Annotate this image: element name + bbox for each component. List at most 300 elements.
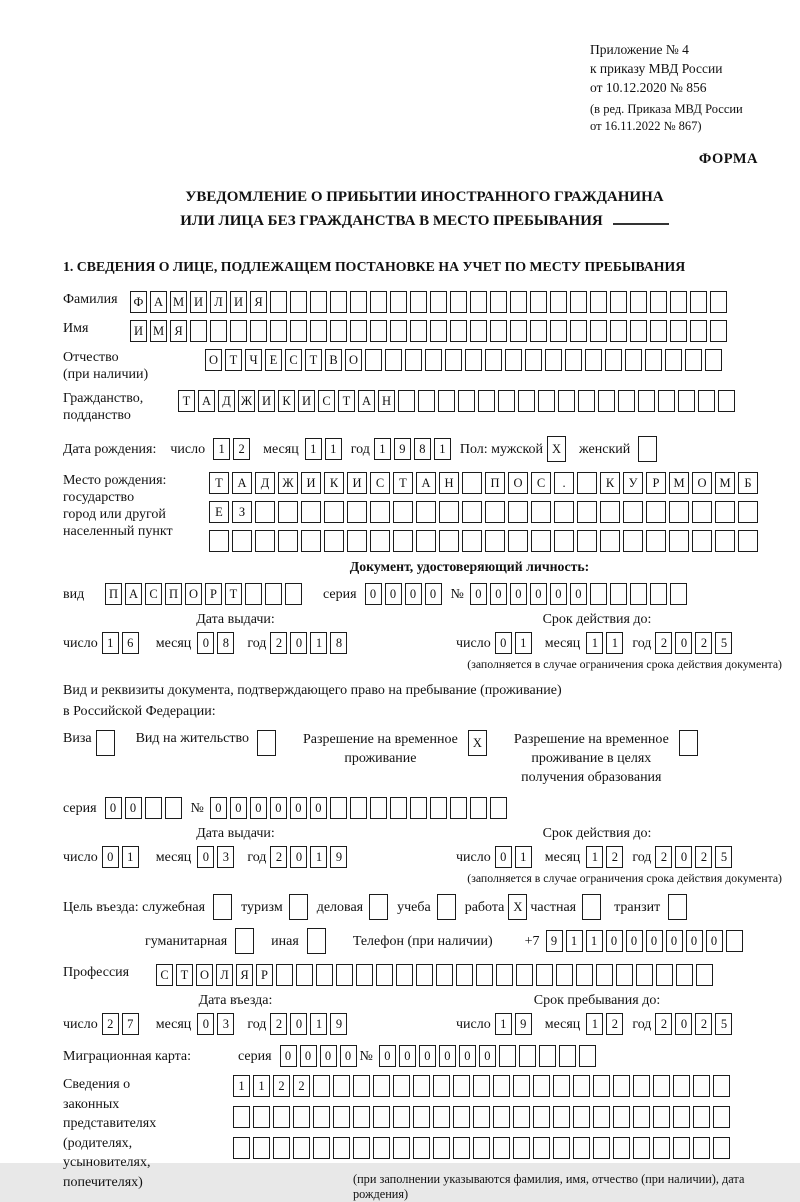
form-cell[interactable]: 0 [399,1045,416,1067]
form-cell[interactable]: Ж [278,472,298,494]
form-cell[interactable]: М [150,320,167,342]
form-cell[interactable]: 0 [495,846,512,868]
form-cell[interactable] [485,349,502,371]
form-cell[interactable] [336,964,353,986]
form-cell[interactable]: 9 [330,846,347,868]
form-cell[interactable] [330,291,347,313]
residence-number-input[interactable] [210,797,510,819]
form-cell[interactable] [255,501,275,523]
form-cell[interactable] [690,320,707,342]
form-cell[interactable] [450,291,467,313]
form-cell[interactable]: 5 [715,846,732,868]
stay-month-input[interactable] [586,1013,626,1035]
purpose-humanitarian-checkbox[interactable] [235,928,257,954]
form-cell[interactable] [596,964,613,986]
form-cell[interactable] [726,930,743,952]
form-cell[interactable] [490,291,507,313]
form-cell[interactable] [678,390,695,412]
form-cell[interactable]: Т [225,349,242,371]
form-cell[interactable] [673,1075,690,1097]
residence-issue-day-input[interactable] [102,846,142,868]
form-cell[interactable] [393,1137,410,1159]
form-cell[interactable]: 8 [414,438,431,460]
form-cell[interactable] [369,894,388,920]
form-cell[interactable] [718,390,735,412]
form-cell[interactable]: 2 [270,1013,287,1035]
form-cell[interactable] [356,964,373,986]
form-cell[interactable]: 1 [495,1013,512,1035]
birth-month-input[interactable] [305,438,345,460]
form-cell[interactable] [573,1075,590,1097]
form-cell[interactable] [616,964,633,986]
form-cell[interactable] [410,320,427,342]
doc-issue-year-input[interactable] [270,632,350,654]
form-cell[interactable] [245,583,262,605]
form-cell[interactable] [438,390,455,412]
form-cell[interactable] [605,349,622,371]
form-cell[interactable] [450,320,467,342]
form-cell[interactable]: 1 [122,846,139,868]
form-cell[interactable] [579,1045,596,1067]
form-cell[interactable] [550,291,567,313]
form-cell[interactable]: С [285,349,302,371]
form-cell[interactable] [353,1137,370,1159]
form-cell[interactable] [430,797,447,819]
form-cell[interactable]: 0 [626,930,643,952]
form-cell[interactable] [496,964,513,986]
form-cell[interactable] [710,320,727,342]
birth-year-input[interactable] [374,438,454,460]
birth-place-line2-input[interactable] [209,501,761,523]
form-cell[interactable] [623,530,643,552]
form-cell[interactable]: Т [305,349,322,371]
form-cell[interactable]: 1 [310,1013,327,1035]
form-cell[interactable] [554,501,574,523]
form-cell[interactable]: П [485,472,505,494]
form-cell[interactable] [669,501,689,523]
form-cell[interactable] [213,894,232,920]
form-cell[interactable]: Т [176,964,193,986]
form-cell[interactable]: О [345,349,362,371]
form-cell[interactable]: 5 [715,632,732,654]
form-cell[interactable] [593,1075,610,1097]
form-cell[interactable] [713,1137,730,1159]
form-cell[interactable] [473,1137,490,1159]
form-cell[interactable]: С [156,964,173,986]
form-cell[interactable]: 9 [394,438,411,460]
form-cell[interactable]: 6 [122,632,139,654]
form-cell[interactable] [353,1075,370,1097]
form-cell[interactable] [513,1106,530,1128]
form-cell[interactable]: 0 [210,797,227,819]
form-cell[interactable] [96,730,115,756]
form-cell[interactable]: 1 [253,1075,270,1097]
form-cell[interactable] [693,1075,710,1097]
form-cell[interactable] [570,320,587,342]
form-cell[interactable] [405,349,422,371]
form-cell[interactable] [365,349,382,371]
form-cell[interactable]: И [130,320,147,342]
form-cell[interactable] [370,501,390,523]
doc-number-input[interactable] [470,583,690,605]
form-cell[interactable] [270,320,287,342]
form-cell[interactable] [590,291,607,313]
form-cell[interactable] [508,501,528,523]
form-cell[interactable] [715,530,735,552]
form-cell[interactable]: Е [209,501,229,523]
form-cell[interactable]: 1 [606,632,623,654]
form-cell[interactable] [530,291,547,313]
form-cell[interactable] [301,530,321,552]
form-cell[interactable] [525,349,542,371]
form-cell[interactable] [531,530,551,552]
form-cell[interactable] [265,583,282,605]
phone-input[interactable] [546,930,746,952]
residence-valid-year-input[interactable] [655,846,735,868]
form-cell[interactable] [485,530,505,552]
form-cell[interactable] [576,964,593,986]
form-cell[interactable] [370,291,387,313]
form-cell[interactable] [630,291,647,313]
form-cell[interactable] [510,291,527,313]
form-cell[interactable] [293,1106,310,1128]
form-cell[interactable]: 0 [340,1045,357,1067]
form-cell[interactable] [418,390,435,412]
form-cell[interactable] [505,349,522,371]
form-cell[interactable]: П [165,583,182,605]
form-cell[interactable] [347,501,367,523]
form-cell[interactable] [630,583,647,605]
form-cell[interactable] [390,291,407,313]
form-cell[interactable] [577,501,597,523]
form-cell[interactable] [623,501,643,523]
form-cell[interactable] [470,797,487,819]
form-cell[interactable] [465,349,482,371]
purpose-study-checkbox[interactable] [437,894,459,920]
residence-valid-day-input[interactable] [495,846,535,868]
form-cell[interactable] [693,1106,710,1128]
form-cell[interactable]: Е [265,349,282,371]
form-cell[interactable] [633,1137,650,1159]
form-cell[interactable] [590,583,607,605]
form-cell[interactable] [638,390,655,412]
form-cell[interactable] [270,291,287,313]
form-cell[interactable]: Т [393,472,413,494]
form-cell[interactable] [313,1075,330,1097]
form-cell[interactable]: И [298,390,315,412]
form-cell[interactable]: У [623,472,643,494]
form-cell[interactable]: 0 [310,797,327,819]
form-cell[interactable] [533,1137,550,1159]
form-cell[interactable] [673,1137,690,1159]
form-cell[interactable] [416,964,433,986]
form-cell[interactable] [165,797,182,819]
form-cell[interactable] [693,1137,710,1159]
form-cell[interactable] [518,390,535,412]
form-cell[interactable]: 0 [290,846,307,868]
form-cell[interactable] [253,1106,270,1128]
form-cell[interactable] [573,1137,590,1159]
form-cell[interactable] [553,1075,570,1097]
stay-day-input[interactable] [495,1013,535,1035]
form-cell[interactable]: 0 [365,583,382,605]
form-cell[interactable] [255,530,275,552]
form-cell[interactable] [670,320,687,342]
form-cell[interactable] [439,530,459,552]
form-cell[interactable] [633,1106,650,1128]
form-cell[interactable] [450,797,467,819]
form-cell[interactable]: О [185,583,202,605]
form-cell[interactable] [350,320,367,342]
form-cell[interactable] [324,530,344,552]
residence-permit-checkbox[interactable] [257,730,279,756]
form-cell[interactable]: 0 [675,1013,692,1035]
form-cell[interactable] [508,530,528,552]
residence-valid-month-input[interactable] [586,846,626,868]
form-cell[interactable]: 0 [490,583,507,605]
form-cell[interactable]: О [196,964,213,986]
form-cell[interactable] [313,1106,330,1128]
form-cell[interactable] [653,1075,670,1097]
form-cell[interactable] [233,1106,250,1128]
form-cell[interactable] [670,291,687,313]
form-cell[interactable] [490,320,507,342]
temp-residence-checkbox[interactable] [468,730,490,756]
form-cell[interactable] [598,390,615,412]
form-cell[interactable]: 0 [495,632,512,654]
form-cell[interactable]: 1 [515,846,532,868]
form-cell[interactable] [530,320,547,342]
form-cell[interactable] [669,530,689,552]
form-cell[interactable]: 2 [293,1075,310,1097]
form-cell[interactable] [396,964,413,986]
form-cell[interactable]: 0 [550,583,567,605]
form-cell[interactable]: 0 [646,930,663,952]
form-cell[interactable] [625,349,642,371]
form-cell[interactable] [285,583,302,605]
form-cell[interactable] [653,1137,670,1159]
form-cell[interactable]: 0 [102,846,119,868]
form-cell[interactable] [210,320,227,342]
form-cell[interactable] [638,436,657,462]
form-cell[interactable] [519,1045,536,1067]
form-cell[interactable] [290,291,307,313]
form-cell[interactable] [590,320,607,342]
form-cell[interactable] [416,501,436,523]
form-cell[interactable]: Н [378,390,395,412]
form-cell[interactable]: О [508,472,528,494]
patronymic-input[interactable] [205,349,725,371]
guardians-line1-input[interactable] [233,1075,786,1097]
form-cell[interactable]: К [324,472,344,494]
form-cell[interactable] [650,291,667,313]
form-cell[interactable] [413,1106,430,1128]
purpose-business-checkbox[interactable] [369,894,391,920]
form-cell[interactable] [273,1106,290,1128]
form-cell[interactable] [433,1075,450,1097]
form-cell[interactable] [710,291,727,313]
form-cell[interactable]: Р [256,964,273,986]
form-cell[interactable] [433,1137,450,1159]
sex-male-checkbox[interactable] [547,436,569,462]
form-cell[interactable] [453,1106,470,1128]
form-cell[interactable] [425,349,442,371]
form-cell[interactable] [470,291,487,313]
form-cell[interactable] [370,530,390,552]
purpose-tourism-checkbox[interactable] [289,894,311,920]
form-cell[interactable] [618,390,635,412]
form-cell[interactable] [738,501,758,523]
residence-series-input[interactable] [105,797,185,819]
form-cell[interactable] [573,1106,590,1128]
form-cell[interactable] [558,390,575,412]
form-cell[interactable] [253,1137,270,1159]
form-cell[interactable] [390,797,407,819]
form-cell[interactable] [278,501,298,523]
form-cell[interactable] [553,1106,570,1128]
form-cell[interactable]: 1 [374,438,391,460]
form-cell[interactable] [347,530,367,552]
form-cell[interactable]: 0 [419,1045,436,1067]
form-cell[interactable] [233,1137,250,1159]
form-cell[interactable] [313,1137,330,1159]
form-cell[interactable] [190,320,207,342]
form-cell[interactable]: 2 [695,846,712,868]
form-cell[interactable] [565,349,582,371]
form-cell[interactable]: Л [210,291,227,313]
form-cell[interactable]: 0 [479,1045,496,1067]
form-cell[interactable] [613,1106,630,1128]
form-cell[interactable]: 1 [586,1013,603,1035]
doc-kind-input[interactable] [105,583,305,605]
entry-day-input[interactable] [102,1013,142,1035]
form-cell[interactable]: X [468,730,487,756]
form-cell[interactable] [554,530,574,552]
form-cell[interactable]: Т [225,583,242,605]
form-cell[interactable]: 2 [695,1013,712,1035]
birth-day-input[interactable] [213,438,253,460]
form-cell[interactable] [670,583,687,605]
form-cell[interactable]: 0 [290,1013,307,1035]
form-cell[interactable]: 1 [434,438,451,460]
form-cell[interactable] [476,964,493,986]
form-cell[interactable] [430,291,447,313]
form-cell[interactable] [478,390,495,412]
form-cell[interactable]: О [205,349,222,371]
form-cell[interactable]: 0 [666,930,683,952]
form-cell[interactable] [145,797,162,819]
residence-issue-month-input[interactable] [197,846,237,868]
form-cell[interactable]: М [170,291,187,313]
form-cell[interactable] [705,349,722,371]
form-cell[interactable]: А [125,583,142,605]
form-cell[interactable]: И [258,390,275,412]
form-cell[interactable]: 0 [675,846,692,868]
form-cell[interactable] [393,1106,410,1128]
form-cell[interactable] [324,501,344,523]
sex-female-checkbox[interactable] [638,436,660,462]
form-cell[interactable]: 1 [102,632,119,654]
form-cell[interactable] [585,349,602,371]
form-cell[interactable] [250,320,267,342]
form-cell[interactable] [430,320,447,342]
form-cell[interactable]: 1 [586,632,603,654]
form-cell[interactable]: К [600,472,620,494]
residence-issue-year-input[interactable] [270,846,350,868]
form-cell[interactable] [539,1045,556,1067]
form-cell[interactable] [493,1106,510,1128]
form-cell[interactable]: Д [218,390,235,412]
form-cell[interactable] [713,1075,730,1097]
doc-issue-day-input[interactable] [102,632,142,654]
form-cell[interactable] [393,1075,410,1097]
form-cell[interactable] [513,1075,530,1097]
form-cell[interactable]: 0 [270,797,287,819]
form-cell[interactable] [473,1075,490,1097]
form-cell[interactable] [416,530,436,552]
form-cell[interactable]: С [145,583,162,605]
form-cell[interactable]: 2 [273,1075,290,1097]
form-cell[interactable] [462,501,482,523]
form-cell[interactable]: 0 [197,1013,214,1035]
form-cell[interactable]: 0 [706,930,723,952]
form-cell[interactable] [393,501,413,523]
form-cell[interactable] [499,1045,516,1067]
form-cell[interactable]: 1 [566,930,583,952]
guardians-line2-input[interactable] [233,1106,786,1128]
form-cell[interactable] [390,320,407,342]
form-cell[interactable] [373,1075,390,1097]
form-cell[interactable] [373,1137,390,1159]
form-cell[interactable] [582,894,601,920]
form-cell[interactable] [610,320,627,342]
form-cell[interactable] [613,1137,630,1159]
form-cell[interactable] [738,530,758,552]
form-cell[interactable]: А [150,291,167,313]
form-cell[interactable] [290,320,307,342]
form-cell[interactable] [413,1075,430,1097]
form-cell[interactable]: . [554,472,574,494]
form-cell[interactable]: 0 [105,797,122,819]
form-cell[interactable]: 0 [385,583,402,605]
form-cell[interactable]: С [370,472,390,494]
form-cell[interactable]: Н [439,472,459,494]
form-cell[interactable]: А [198,390,215,412]
form-cell[interactable]: 0 [606,930,623,952]
form-cell[interactable]: Р [646,472,666,494]
form-cell[interactable]: А [232,472,252,494]
doc-issue-month-input[interactable] [197,632,237,654]
form-cell[interactable]: 0 [675,632,692,654]
form-cell[interactable] [333,1137,350,1159]
form-cell[interactable]: 0 [290,632,307,654]
form-cell[interactable]: Я [250,291,267,313]
form-cell[interactable]: 0 [470,583,487,605]
citizenship-input[interactable] [178,390,738,412]
form-cell[interactable] [698,390,715,412]
form-cell[interactable]: 0 [530,583,547,605]
form-cell[interactable]: 2 [606,1013,623,1035]
form-cell[interactable]: X [547,436,566,462]
migration-card-series-input[interactable] [280,1045,360,1067]
form-cell[interactable] [398,390,415,412]
temp-residence-edu-checkbox[interactable] [679,730,701,756]
form-cell[interactable] [645,349,662,371]
form-cell[interactable]: 0 [405,583,422,605]
form-cell[interactable]: 0 [197,846,214,868]
form-cell[interactable]: 0 [320,1045,337,1067]
form-cell[interactable] [668,894,687,920]
